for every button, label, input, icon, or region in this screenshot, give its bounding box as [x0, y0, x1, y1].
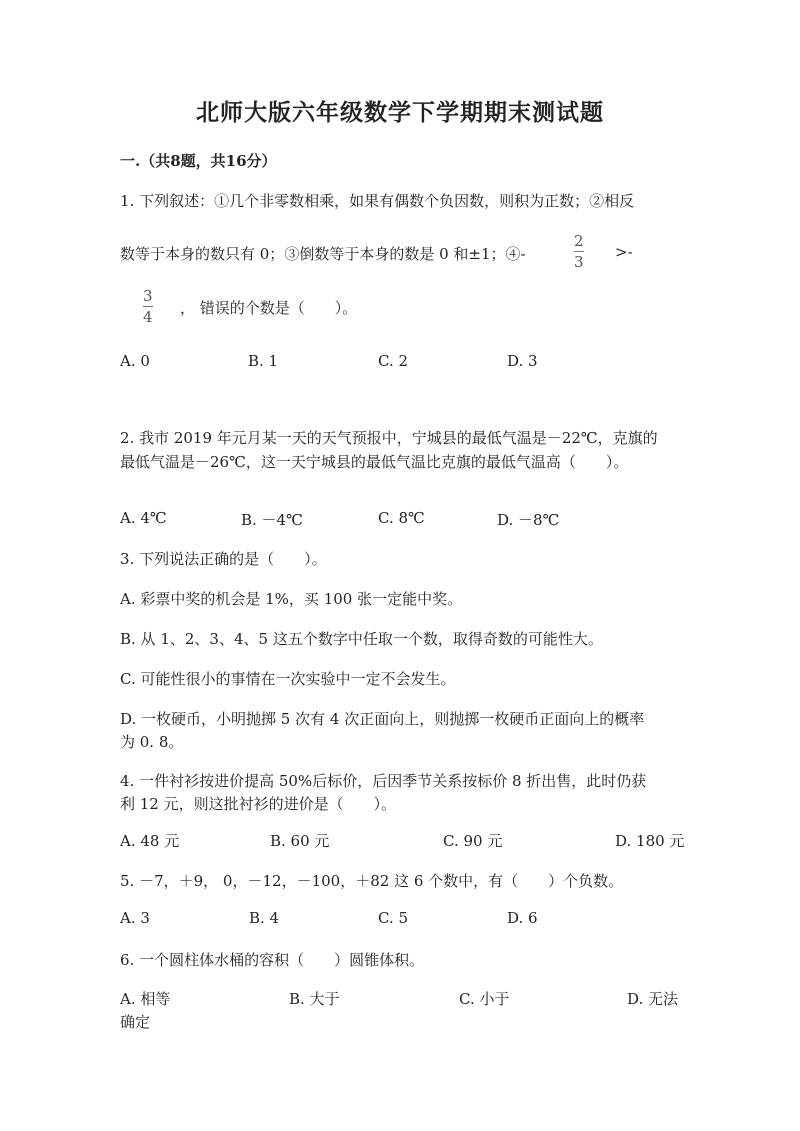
q1-option-a: A. 0 [120, 352, 150, 370]
q3-option-d-line2: 为 0. 8。 [120, 733, 184, 751]
q2-option-d: D. －8℃ [497, 511, 560, 529]
q3-option-a: A. 彩票中奖的机会是 1%，买 100 张一定能中奖。 [120, 590, 463, 608]
q5-option-a: A. 3 [120, 909, 150, 927]
q6-option-d-wrap: 确定 [120, 1013, 151, 1031]
q6-option-c: C. 小于 [459, 990, 510, 1008]
q4-line2: 利 12 元，则这批衬衫的进价是（ ）。 [120, 795, 397, 813]
q6-option-d: D. 无法 [627, 990, 679, 1008]
q5-line1: 5. －7，＋9， 0，－12，－100，＋82 这 6 个数中，有（ ）个负数。 [120, 872, 624, 890]
q6-option-b: B. 大于 [289, 990, 340, 1008]
fraction-bar [143, 306, 153, 307]
q3-option-b: B. 从 1、2、3、4、5 这五个数字中任取一个数，取得奇数的可能性大。 [120, 630, 603, 648]
q4-option-b: B. 60 元 [270, 832, 330, 850]
page-title: 北师大版六年级数学下学期期末测试题 [196, 99, 604, 126]
q1-option-d: D. 3 [507, 352, 538, 370]
section-heading: 一.（共8题，共16分） [120, 152, 277, 170]
q1-frac2-num: 3 [143, 287, 153, 305]
q6-option-a: A. 相等 [120, 990, 171, 1008]
fraction-bar [574, 251, 584, 252]
q2-line1: 2. 我市 2019 年元月某一天的天气预报中，宁城县的最低气温是－22℃，克旗的 [120, 429, 658, 447]
q3-line1: 3. 下列说法正确的是（ ）。 [120, 550, 327, 568]
q1-line2: 数等于本身的数只有 0；③倒数等于本身的数是 0 和±1；④- [120, 245, 526, 263]
q3-option-d-line1: D. 一枚硬币，小明抛掷 5 次有 4 次正面向上，则抛掷一枚硬币正面向上的概率 [120, 710, 645, 728]
q4-option-c: C. 90 元 [443, 832, 503, 850]
q1-line3: ， 错误的个数是（ ）。 [180, 299, 358, 317]
q4-option-d: D. 180 元 [615, 832, 685, 850]
q2-option-a: A. 4℃ [120, 509, 167, 527]
q2-line2: 最低气温是－26℃，这一天宁城县的最低气温比克旗的最低气温高（ ）。 [120, 453, 629, 471]
q6-line1: 6. 一个圆柱体水桶的容积（ ）圆锥体积。 [120, 951, 425, 969]
q5-option-c: C. 5 [378, 909, 409, 927]
q5-option-b: B. 4 [249, 909, 280, 927]
q1-frac1-den: 3 [574, 253, 584, 271]
q1-fraction-2-3 [574, 232, 584, 271]
q1-greater-than: >- [615, 243, 633, 261]
q4-line1: 4. 一件衬衫按进价提高 50%后标价，后因季节关系按标价 8 折出售，此时仍获 [120, 772, 647, 790]
q1-fraction-3-4 [143, 287, 153, 326]
q2-option-b: B. －4℃ [241, 511, 303, 529]
q4-option-a: A. 48 元 [120, 832, 180, 850]
q5-option-d: D. 6 [507, 909, 538, 927]
q1-option-b: B. 1 [248, 352, 279, 370]
q1-option-c: C. 2 [378, 352, 409, 370]
q1-frac1-num: 2 [574, 232, 584, 250]
q1-line1: 1. 下列叙述：①几个非零数相乘，如果有偶数个负因数，则积为正数；②相反 [120, 192, 635, 210]
q1-frac2-den: 4 [143, 308, 153, 326]
q3-option-c: C. 可能性很小的事情在一次实验中一定不会发生。 [120, 670, 456, 688]
q2-option-c: C. 8℃ [378, 509, 425, 527]
